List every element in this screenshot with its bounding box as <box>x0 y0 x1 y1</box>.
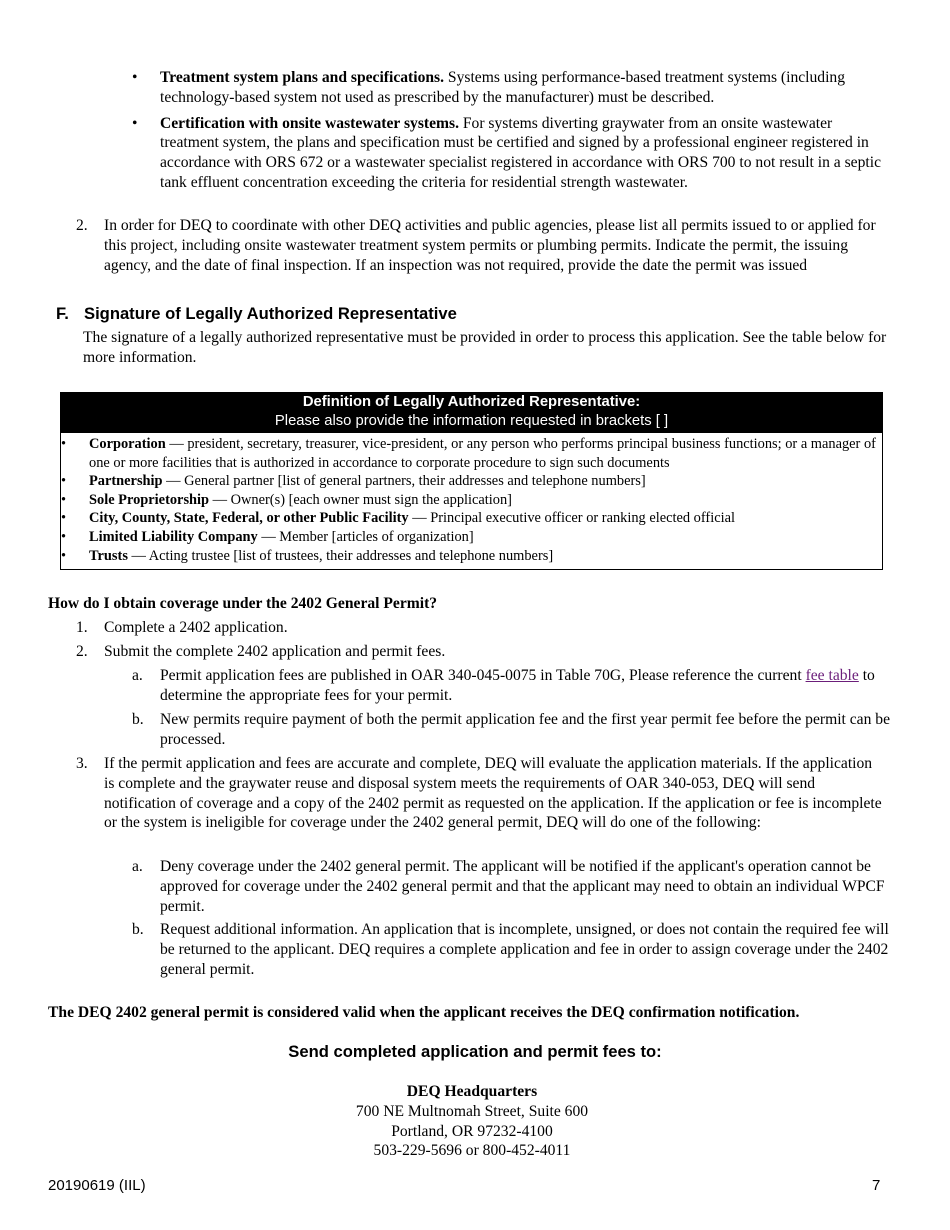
bullet-item <box>132 114 892 193</box>
numbered-item <box>76 618 886 638</box>
sub-item-letter: a. <box>132 858 143 875</box>
sub-item-text: Deny coverage under the 2402 general permit. The applicant will be notified if the applicant's operation cannot be approved for coverage under the 2402 general permit and that the applicant may need to obtain an individual WPCF permit. <box>160 858 885 915</box>
sub-item-letter: b. <box>132 711 144 728</box>
bullet-dot: • <box>61 547 67 564</box>
address-phone: 503-229-5696 or 800-452-4011 <box>373 1142 571 1160</box>
send-heading: Send completed application and permit fees to: <box>288 1042 662 1061</box>
row-desc: — Principal executive officer or ranking elected official <box>408 510 735 527</box>
item-text: Submit the complete 2402 application and permit fees. <box>104 643 446 660</box>
bullet-dot: • <box>61 528 67 545</box>
sub-item <box>132 710 902 750</box>
signature-paragraph: The signature of a legally authorized representative must be provided in order to process this application. See the table below for more information. <box>83 329 887 366</box>
row-term: City, County, State, Federal, or other Public Facility <box>89 510 409 527</box>
table-row <box>61 491 879 510</box>
table-header-subtitle: Please also provide the information requested in brackets [ ] <box>274 413 669 429</box>
bullet-dot: • <box>61 436 67 452</box>
row-desc: — president, secretary, treasurer, vice-president, or any person who performs principal business functions; or a manager of one or more facilities that is authorized in accordance to corporate procedure to sign such documents <box>89 436 876 471</box>
sub-item-text <box>160 666 902 706</box>
row-term: Partnership <box>89 473 163 490</box>
bullet-dot: • <box>61 491 67 508</box>
fee-table-link[interactable]: fee table <box>805 667 859 684</box>
address-street: 700 NE Multnomah Street, Suite 600 <box>355 1102 589 1120</box>
item-text: If the permit application and fees are accurate and complete, DEQ will evaluate the application materials. If the application is complete and the graywater reuse and disposal system meets the requirements of OAR 340-053, DEQ will send notification of coverage and a copy of the 2402 permit as requested on the application. If the application or fee is incomplete or the system is ineligible for coverage under the 2402 general permit, DEQ will do one of the following: <box>104 755 882 832</box>
item-number: 1. <box>76 619 88 636</box>
row-term: Trusts <box>89 547 128 564</box>
item-text: In order for DEQ to coordinate with other DEQ activities and public agencies, please list all permits issued to or applied for this project, including onsite wastewater treatment system permits or plumbing permits. Indicate the permit, the issuing agency, and the date of final inspection. If an inspection was not required, provide the date the permit was issued <box>104 217 876 274</box>
bullet-text: Systems using performance-based treatment systems (including technology-based system not used as prescribed by the manufacturer) must be described. <box>160 69 846 106</box>
bullet-item <box>132 68 892 108</box>
howto-question: How do I obtain coverage under the 2402 General Permit? <box>48 595 438 612</box>
row-term: Corporation <box>89 436 166 452</box>
section-heading <box>56 304 457 324</box>
sub-item-text: New permits require payment of both the permit application fee and the first year permit fee before the permit can be processed. <box>160 711 891 748</box>
numbered-item <box>76 754 886 833</box>
sub-item-text: Request additional information. An application that is incomplete, unsigned, or does not contain the required fee will be returned to the applicant. DEQ requires a complete application and fee in order to assign coverage under the 2402 general permit. <box>160 921 889 978</box>
sub-item-letter: a. <box>132 667 143 684</box>
address-name: DEQ Headquarters <box>406 1083 538 1100</box>
row-term: Sole Proprietorship <box>89 491 210 508</box>
bullet-dot: • <box>61 510 67 527</box>
mailing-address <box>0 1082 944 1161</box>
item-number: 2. <box>76 217 88 234</box>
row-desc: — Owner(s) [each owner must sign the application] <box>209 491 512 508</box>
table-row <box>61 435 879 472</box>
sub-item-letter: b. <box>132 921 144 938</box>
table-row <box>61 509 879 528</box>
table-row <box>61 547 879 566</box>
sub-item-text-pre: Permit application fees are published in OAR 340-045-0075 in Table 70G, Please reference the current <box>160 667 806 684</box>
section-title: Signature of Legally Authorized Representative <box>84 304 457 323</box>
table-row <box>61 528 879 547</box>
sub-item <box>132 920 902 979</box>
numbered-item <box>76 642 886 662</box>
bullet-heading: Certification with onsite wastewater systems. <box>160 114 459 132</box>
table-header-title: Definition of Legally Authorized Representative: <box>302 394 641 410</box>
section-letter: F. <box>56 304 69 323</box>
sub-item-text-post: to determine the appropriate fees for your permit. <box>160 667 875 704</box>
row-desc: — Acting trustee [list of trustees, their addresses and telephone numbers] <box>127 547 554 564</box>
numbered-item <box>76 216 886 275</box>
row-term: Limited Liability Company <box>89 528 258 545</box>
page-number: 7 <box>872 1177 881 1194</box>
item-number: 3. <box>76 755 88 772</box>
item-text: Complete a 2402 application. <box>104 619 288 636</box>
bullet-list <box>132 68 892 199</box>
bullet-dot: • <box>61 473 67 490</box>
bullet-heading: Treatment system plans and specifications. <box>160 69 445 86</box>
validity-note: The DEQ 2402 general permit is considered valid when the applicant receives the DEQ confirmation notification. <box>48 1004 800 1021</box>
footer-doc-id: 20190619 (IIL) <box>48 1177 146 1194</box>
address-city: Portland, OR 97232-4100 <box>391 1122 553 1140</box>
bullet-dot: • <box>132 114 138 132</box>
table-row <box>61 472 879 491</box>
definition-table <box>60 392 883 570</box>
sub-item <box>132 857 902 916</box>
bullet-text: For systems diverting graywater from an onsite wastewater treatment system, the plans and specification must be certified and signed by a professional engineer registered in accordance with ORS 672 or a wastewater specialist registered in accordance with ORS 700 to not result in a septic tank effluent concentration exceeding the criteria for residential strength wastewater. <box>160 114 881 191</box>
item-number: 2. <box>76 643 88 660</box>
sub-item <box>132 666 902 706</box>
table-body <box>61 433 882 565</box>
row-desc: — General partner [list of general partners, their addresses and telephone numbers] <box>162 473 646 490</box>
bullet-dot: • <box>132 69 138 86</box>
table-header <box>61 393 882 433</box>
row-desc: — Member [articles of organization] <box>257 528 474 545</box>
